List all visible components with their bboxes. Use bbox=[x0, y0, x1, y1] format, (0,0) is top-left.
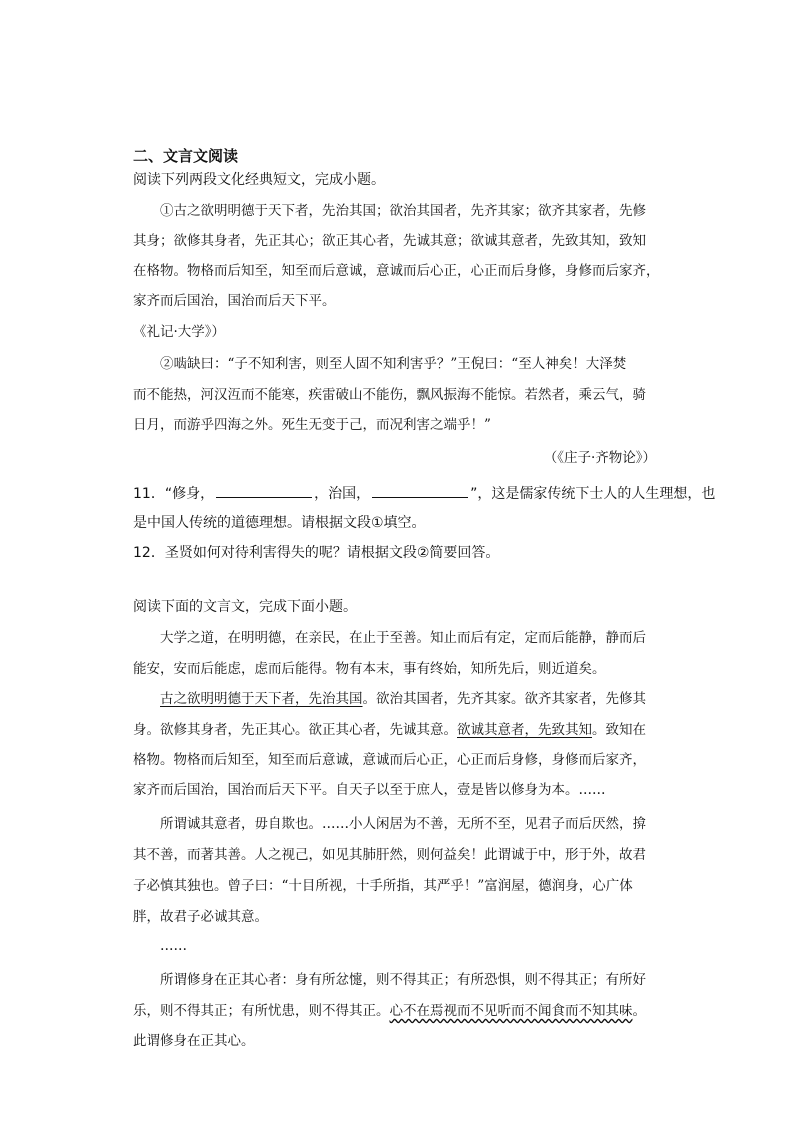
text-line bbox=[133, 1001, 646, 1021]
text-line bbox=[160, 689, 646, 709]
passage1-line: 在格物。物格而后知至，知至而后意诚，意诚而后心正，心正而后身修，身修而后家齐， bbox=[133, 263, 660, 279]
question-11-mid: ，治国， bbox=[314, 486, 371, 502]
passage1-source: 《礼记·大学》） bbox=[133, 324, 226, 340]
text-line: 大学之道，在明明德，在亲民，在止于至善。知止而后有定，定而后能静，静而后 bbox=[160, 630, 646, 646]
passage2-line: 日月，而游乎四海之外。死生无变于己，而况利害之端乎！” bbox=[133, 417, 491, 433]
section-intro: 阅读下列两段文化经典短文，完成小题。 bbox=[133, 172, 385, 188]
text-line: 家齐而后国治，国治而后天下平。自天子以至于庶人，壹是皆以修身为本。…… bbox=[133, 782, 606, 798]
passage1-line: 其身；欲修其身者，先正其心；欲正其心者，先诚其意；欲诚其意者，先致其知，致知 bbox=[133, 233, 646, 249]
passage2-source: （《庄子·齐物论》） bbox=[543, 450, 656, 466]
text-segment: 。 bbox=[632, 1003, 646, 1019]
passage2-line: 而不能热，河汉沍而不能寒，疾雷破山不能伤，飘风振海不能惊。若然者，乘云气，骑 bbox=[133, 387, 646, 403]
text-line: 所谓诚其意者，毋自欺也。……小人闲居为不善，无所不至，见君子而后厌然，揜 bbox=[160, 816, 646, 832]
ellipsis: …… bbox=[160, 938, 187, 954]
text-segment: 。欲治其国者，先齐其家。欲齐其家者，先修其 bbox=[362, 691, 646, 707]
text-line: 格物。物格而后知至，知至而后意诚，意诚而后心正，心正而后身修，身修而后家齐， bbox=[133, 752, 646, 768]
question-12: 12．圣贤如何对待利害得失的呢？请根据文段②简要回答。 bbox=[133, 545, 500, 561]
text-segment: 。致知在 bbox=[592, 722, 646, 738]
text-line: 子必慎其独也。曾子曰：“十目所视，十手所指，其严乎！”富润屋，德润身，心广体 bbox=[133, 878, 633, 894]
underlined-phrase: 欲诚其意者，先致其知 bbox=[457, 722, 592, 738]
text-line: 此谓修身在正其心。 bbox=[133, 1033, 255, 1049]
question-11-suffix: ”，这是儒家传统下士人的人生理想，也 bbox=[470, 486, 716, 502]
text-line: 胖，故君子必诚其意。 bbox=[133, 909, 268, 925]
question-11-prefix: 11．“修身， bbox=[133, 486, 215, 502]
answer-blank-2[interactable] bbox=[372, 483, 468, 498]
question-11 bbox=[133, 483, 715, 504]
section-heading: 二、文言文阅读 bbox=[133, 147, 239, 165]
question-11-line2: 是中国人传统的道德理想。请根据文段①填空。 bbox=[133, 515, 426, 531]
text-line: 能安，安而后能虑，虑而后能得。物有本末，事有终始，知所先后，则近道矣。 bbox=[133, 661, 606, 677]
text-line: 所谓修身在正其心者：身有所忿懥，则不得其正；有所恐惧，则不得其正；有所好 bbox=[160, 972, 646, 988]
text-segment: 乐，则不得其正；有所忧患，则不得其正。 bbox=[133, 1003, 390, 1019]
passage1-line: 家齐而后国治，国治而后天下平。 bbox=[133, 293, 336, 309]
section2-intro: 阅读下面的文言文，完成下面小题。 bbox=[133, 599, 357, 615]
text-segment: 身。欲修其身者，先正其心。欲正其心者，先诚其意。 bbox=[133, 722, 457, 738]
wavy-underlined-phrase: 心不在焉视而不见听而不闻食而不知其味 bbox=[389, 1003, 633, 1019]
answer-blank-1[interactable] bbox=[216, 483, 312, 498]
text-line: 其不善，而著其善。人之视己，如见其肺肝然，则何益矣！此谓诚于中，形于外，故君 bbox=[133, 847, 646, 863]
text-line bbox=[133, 720, 646, 740]
passage1-line: ①古之欲明明德于天下者，先治其国；欲治其国者，先齐其家；欲齐其家者，先修 bbox=[160, 203, 646, 219]
underlined-phrase: 古之欲明明德于天下者，先治其国 bbox=[160, 691, 363, 707]
passage2-line: ②啮缺曰：“子不知利害，则至人固不知利害乎？”王倪曰：“至人神矣！大泽焚 bbox=[160, 356, 627, 372]
